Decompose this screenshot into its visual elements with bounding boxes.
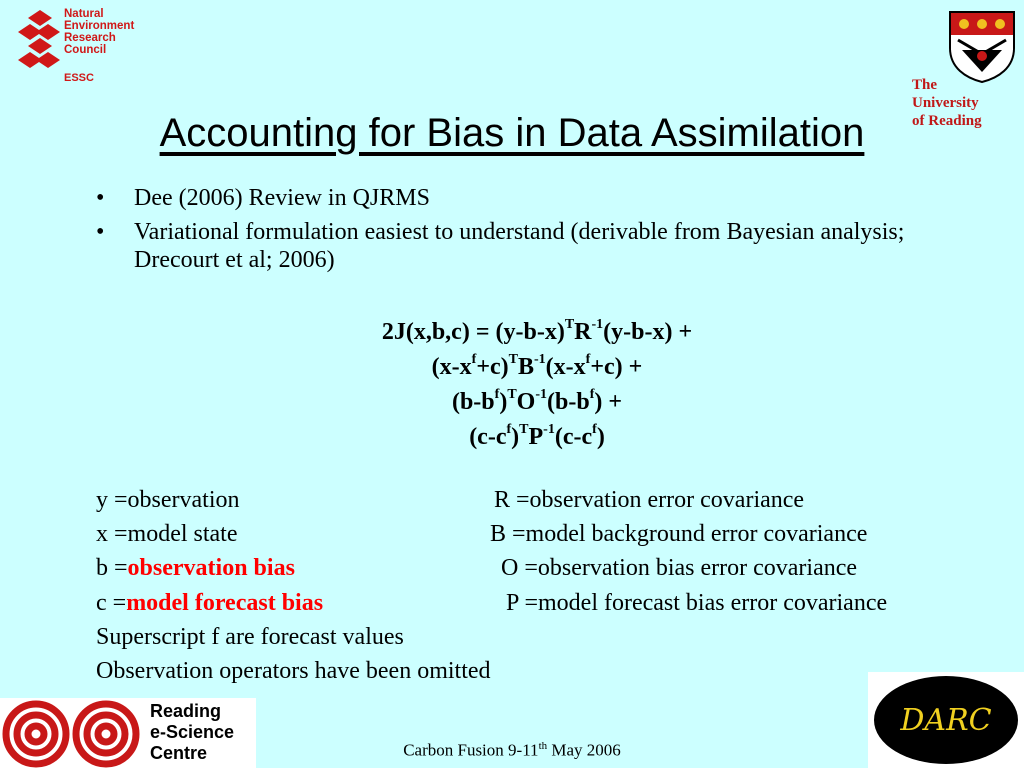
note-forecast-superscript: Superscript f are forecast values — [96, 623, 404, 650]
definition-c: c =model forecast bias — [96, 589, 324, 616]
university-name: The University of Reading — [912, 77, 982, 129]
nerc-emblem-icon — [18, 8, 62, 72]
nerc-name: Natural Environment Research Council — [64, 8, 135, 56]
definition-P: P =model forecast bias error covariance — [506, 589, 888, 616]
note-operators-omitted: Observation operators have been omitted — [96, 658, 491, 685]
resc-name: Reading e-Science Centre — [150, 701, 235, 763]
equation-line-1: $2J(x,b,c) = (y-b-x)^TR^{-1}(y-b-x)$ + — [381, 317, 693, 345]
definition-O: O =observation bias error covariance — [501, 555, 858, 582]
equation-line-3: $(b-b^f)^TO^{-1}(b-b^f)$ + — [451, 387, 623, 415]
equation-line-2: $(x-x^f+c)^TB^{-1}(x-x^f+c)$ + — [431, 352, 643, 380]
darc-ellipse-icon — [868, 672, 1024, 768]
definition-x: x =model state — [96, 521, 238, 548]
definition-R: R =observation error covariance — [494, 487, 805, 513]
svg-text:DARC: DARC — [900, 703, 992, 738]
definition-b: b =observation bias — [96, 555, 295, 582]
definition-B: B =model background error covariance — [490, 521, 868, 548]
nerc-logo — [18, 8, 158, 88]
university-crest-icon — [948, 10, 1018, 84]
bullet-item: • Variational formulation easiest to understand (derivable from Bayesian analysis; Drecourt et al; 2006) — [96, 218, 956, 274]
cost-function-equation — [0, 315, 1024, 455]
bullet-item: • Dee (2006) Review in QJRMS — [96, 184, 956, 212]
nerc-essc-label: ESSC — [64, 72, 94, 84]
equation-line-4: $(c-c^f)^TP^{-1}(c-c^f)$ — [469, 422, 605, 450]
definition-y: y =observation — [96, 487, 240, 513]
definitions-right — [0, 483, 1024, 620]
footer: Carbon Fusion 9-11th May 2006 — [403, 740, 621, 760]
darc-logo — [868, 672, 1024, 768]
bullet-list — [96, 184, 956, 280]
slide-title: Accounting for Bias in Data Assimilation — [159, 111, 865, 155]
